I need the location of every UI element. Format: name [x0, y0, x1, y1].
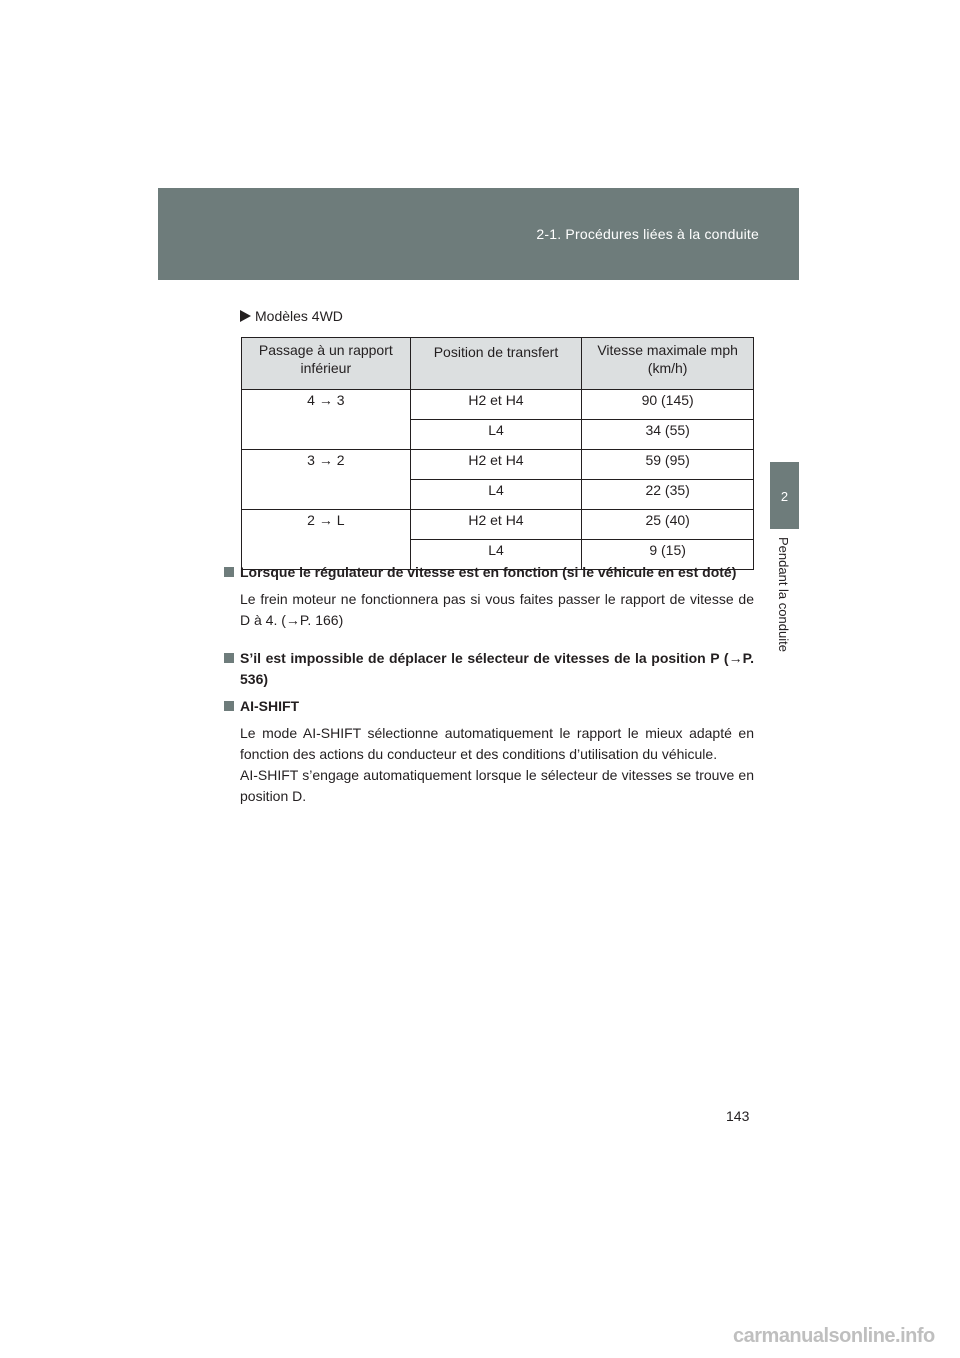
footer-watermark: carmanualsonline.info	[733, 1325, 935, 1347]
transfer-cell: H2 et H4	[410, 510, 582, 540]
subheading	[240, 308, 343, 324]
chapter-tab-number: 2	[780, 489, 789, 504]
speed-cell: 25 (40)	[582, 510, 754, 540]
section-cruise-control	[224, 562, 754, 631]
section-ai-shift	[224, 696, 754, 807]
section-title: AI-SHIFT	[240, 698, 300, 714]
table-header-cell: Position de transfert	[410, 338, 582, 390]
section-body: Le mode AI-SHIFT sélectionne automatiquement le rapport le mieux adapté en fonction des actions du conducteur et des conditions d’utilisation du véhicule.	[240, 725, 754, 762]
shift-cell: 2 → L	[242, 510, 411, 570]
section-title: Lorsque le régulateur de vitesse est en fonction (si le véhicule en est doté)	[240, 564, 737, 580]
chapter-tab	[770, 462, 799, 529]
triangle-bullet-icon	[240, 310, 251, 322]
speed-cell: 22 (35)	[582, 480, 754, 510]
square-bullet-icon	[224, 653, 234, 663]
table-header-cell: Vitesse maximale mph (km/h)	[582, 338, 754, 390]
table-row	[242, 510, 754, 540]
table-header-row	[242, 338, 754, 390]
table-row	[242, 390, 754, 420]
square-bullet-icon	[224, 701, 234, 711]
transfer-cell: L4	[410, 480, 582, 510]
section-body: Le frein moteur ne fonctionnera pas si vous faites passer le rapport de vitesse de D à 4. (→P. 166)	[240, 591, 754, 628]
shift-cell: 4 → 3	[242, 390, 411, 450]
transfer-cell: H2 et H4	[410, 390, 582, 420]
chapter-side-label	[770, 537, 799, 677]
section-shift-lever-stuck	[224, 648, 754, 690]
transfer-cell: H2 et H4	[410, 450, 582, 480]
subheading-text: Modèles 4WD	[255, 308, 343, 324]
speed-cell: 34 (55)	[582, 420, 754, 450]
transfer-cell: L4	[410, 540, 582, 570]
speed-cell: 9 (15)	[582, 540, 754, 570]
section-body-continued: AI-SHIFT s’engage automatiquement lorsque le sélecteur de vitesses se trouve en position D.	[240, 767, 754, 804]
speed-cell: 59 (95)	[582, 450, 754, 480]
page-number: 143	[726, 1108, 750, 1124]
chapter-side-label-text: Pendant la conduite	[776, 537, 791, 652]
transfer-cell: L4	[410, 420, 582, 450]
section-title: S’il est impossible de déplacer le sélecteur de vitesses de la position P (→P. 536)	[240, 650, 754, 687]
square-bullet-icon	[224, 567, 234, 577]
chapter-title: 2-1. Procédures liées à la conduite	[536, 226, 759, 242]
table-header-cell: Passage à un rapport inférieur	[242, 338, 411, 390]
shift-cell: 3 → 2	[242, 450, 411, 510]
table-row	[242, 450, 754, 480]
speed-cell: 90 (145)	[582, 390, 754, 420]
downshift-speed-table	[241, 337, 754, 570]
chapter-header	[158, 188, 799, 280]
